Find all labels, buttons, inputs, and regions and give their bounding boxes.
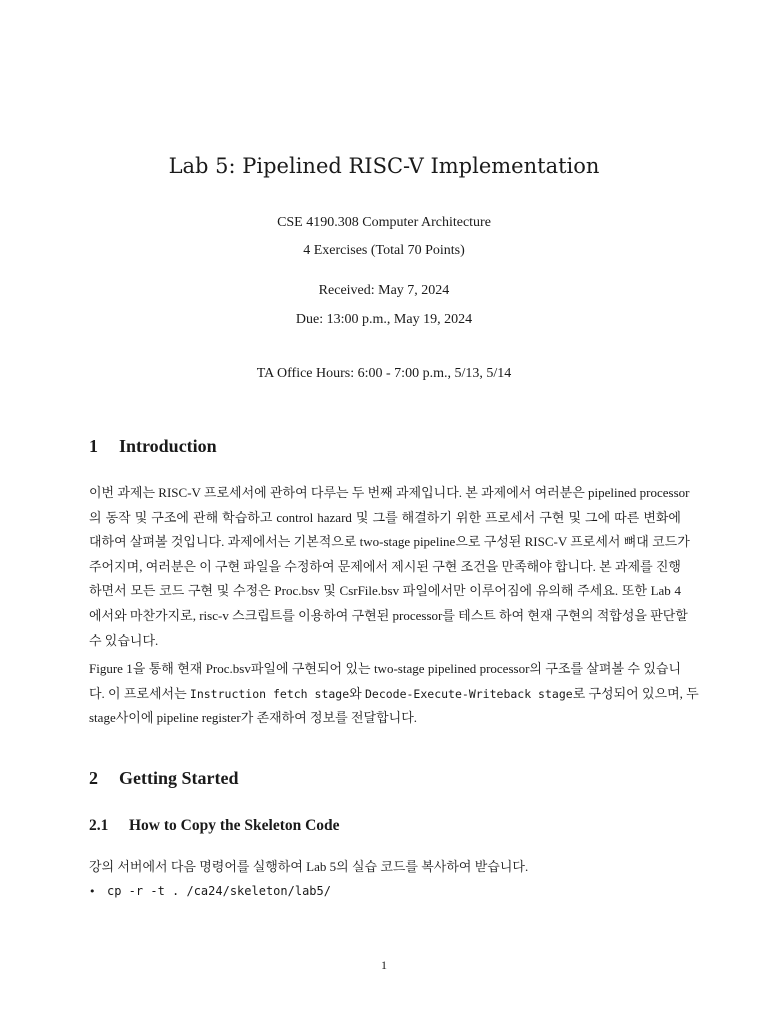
- list-item: [89, 884, 331, 898]
- command-list: [89, 884, 331, 898]
- section-number: 1: [89, 436, 98, 456]
- subsection-number: 2.1: [89, 817, 109, 834]
- paragraph-line: [89, 682, 699, 707]
- intro-paragraph-2: [89, 657, 699, 731]
- paragraph-line: 하면서 모든 코드 구현 및 수정은 Proc.bsv 및 CsrFile.bsv 파일에서만 이루어짐에 유의해 주세요. 또한 Lab 4: [89, 583, 681, 599]
- exercise-count: 4 Exercises (Total 70 Points): [303, 243, 465, 258]
- section-title: Getting Started: [119, 768, 239, 788]
- course-name: CSE 4190.308 Computer Architecture: [277, 215, 491, 230]
- received-date: Received: May 7, 2024: [318, 283, 450, 298]
- due-date: Due: 13:00 p.m., May 19, 2024: [295, 312, 473, 327]
- section-title: Introduction: [119, 436, 217, 456]
- text-segment: 로 구성되어 있으며, 두: [572, 685, 699, 701]
- ta-office-hours: TA Office Hours: 6:00 - 7:00 p.m., 5/13, 5/14: [256, 366, 512, 381]
- subsection-title: How to Copy the Skeleton Code: [129, 817, 340, 834]
- paragraph-line: 주어지며, 여러분은 이 구현 파일을 수정하여 문제에서 제시된 구현 조건을 만족해야 합니다. 본 과제를 진행: [89, 558, 681, 574]
- text-segment: 다. 이 프로세서는: [89, 685, 190, 701]
- section-heading-introduction: [89, 436, 217, 457]
- getting-started-paragraph: [89, 855, 681, 880]
- inline-code: Instruction fetch stage: [189, 686, 350, 701]
- paragraph-line: stage사이에 pipeline register가 존재하여 정보를 전달합니다.: [89, 710, 417, 726]
- page-number: 1: [381, 958, 387, 972]
- document-title: Lab 5: Pipelined RISC-V Implementation: [168, 154, 600, 178]
- paragraph-line: 의 동작 및 구조에 관해 학습하고 control hazard 및 그를 해결하기 위한 프로세서 구현 및 그에 따른 변화에: [89, 509, 681, 525]
- paragraph-line: 수 있습니다.: [89, 632, 159, 648]
- section-heading-getting-started: [89, 768, 238, 789]
- paragraph-line: 대하여 살펴볼 것입니다. 과제에서는 기본적으로 two-stage pipeline으로 구성된 RISC-V 프로세서 뼈대 코드가: [89, 534, 690, 550]
- subsection-heading-copy-skeleton: [89, 817, 340, 835]
- paragraph-line: Figure 1을 통해 현재 Proc.bsv파일에 구현되어 있는 two-stage pipelined processor의 구조를 살펴볼 수 있습니: [89, 661, 681, 676]
- inline-code: Decode-Execute-Writeback stage: [364, 686, 573, 701]
- bullet-marker: •: [89, 885, 96, 898]
- text-segment: 와: [349, 685, 365, 701]
- intro-paragraph-1: [89, 481, 690, 653]
- command-text[interactable]: cp -r -t . /ca24/skeleton/lab5/: [107, 884, 331, 898]
- section-number: 2: [89, 768, 98, 788]
- paragraph-line: 강의 서버에서 다음 명령어를 실행하여 Lab 5의 실습 코드를 복사하여 받습니다.: [89, 859, 529, 874]
- paragraph-line: 이번 과제는 RISC-V 프로세서에 관하여 다루는 두 번째 과제입니다. 본 과제에서 여러분은 pipelined processor: [89, 485, 690, 500]
- paragraph-line: 에서와 마찬가지로, risc-v 스크립트를 이용하여 구현된 processor를 테스트 하여 현재 구현의 적합성을 판단할: [89, 607, 688, 623]
